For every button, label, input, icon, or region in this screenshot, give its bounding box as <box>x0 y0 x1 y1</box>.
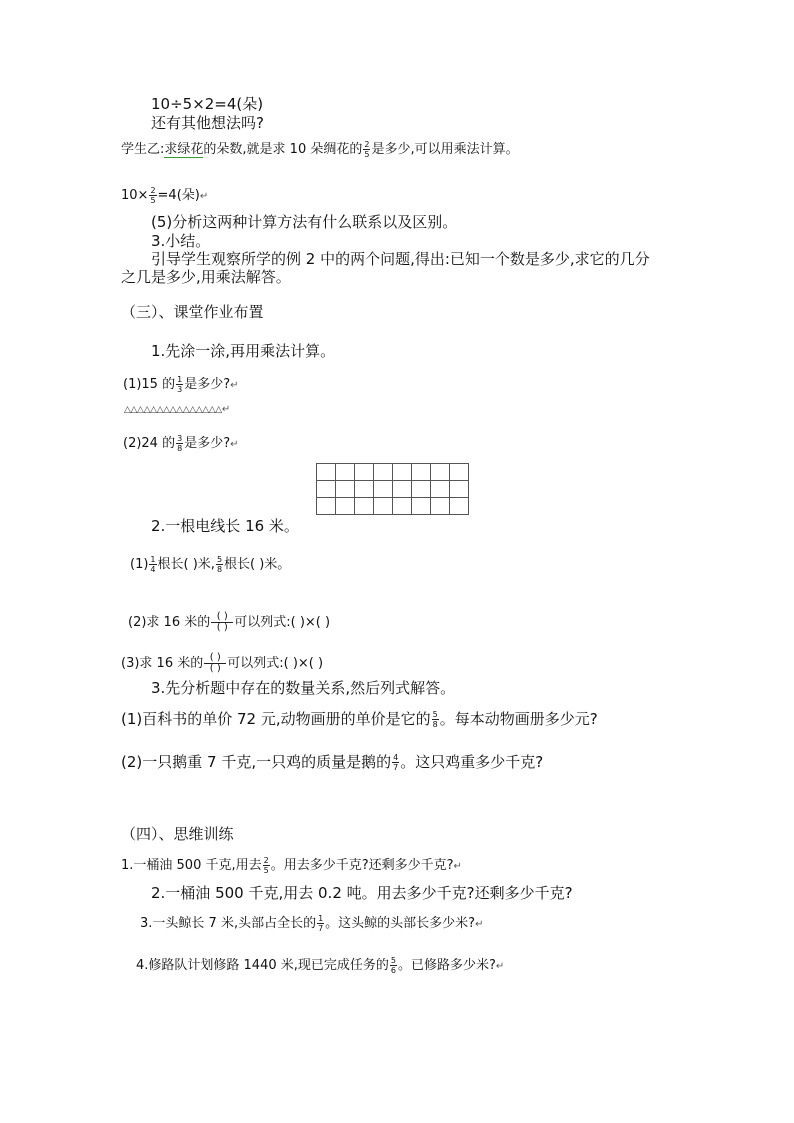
text: 3.一头鲸长 7 米,头部占全长的 <box>140 916 317 931</box>
student-b-label: 学生乙: <box>121 142 165 157</box>
training-4 <box>136 956 504 975</box>
denominator: 5 <box>263 866 269 875</box>
denominator: 5 <box>364 150 370 159</box>
exercise-1-1 <box>123 375 238 394</box>
denominator-blank[interactable]: ( ) <box>216 622 228 633</box>
text: 。用去多少千克?还剩多少千克? <box>270 858 454 873</box>
grid-cell[interactable] <box>336 464 355 481</box>
denominator: 6 <box>390 966 396 975</box>
grid-cell[interactable] <box>431 464 450 481</box>
numerator: 1 <box>150 555 156 564</box>
line-guide-1: 引导学生观察所学的例 2 中的两个问题,得出:已知一个数是多少,求它的几分 <box>151 250 650 268</box>
line-question-other-ideas: 还有其他想法吗? <box>151 114 264 132</box>
text: 4.修路队计划修路 1440 米,现已完成任务的 <box>136 958 389 973</box>
numerator-blank[interactable]: ( ) <box>204 653 226 664</box>
text: 。这头鲸的头部长多少米? <box>325 916 476 931</box>
text: 根长( )米。 <box>224 557 291 572</box>
return-mark: ↵ <box>221 404 230 415</box>
grid-cell[interactable] <box>450 464 469 481</box>
denominator: 8 <box>216 565 223 574</box>
numerator: 5 <box>216 555 223 564</box>
grid-cell[interactable] <box>393 464 412 481</box>
return-mark: ↵ <box>199 191 209 202</box>
text: (1)百科书的单价 72 元,动物画册的单价是它的 <box>121 710 431 728</box>
grid-cell[interactable] <box>355 481 374 498</box>
text: 是多少? <box>184 436 231 451</box>
text: 。这只鸡重多少千克? <box>400 753 544 771</box>
grid-cell[interactable] <box>317 464 336 481</box>
blank-fraction[interactable] <box>211 612 233 633</box>
grid-cell[interactable] <box>374 498 393 515</box>
text: 可以列式:( )×( ) <box>234 615 331 630</box>
return-mark: ↵ <box>495 961 505 972</box>
text: 的朵数,就是求 10 朵绸花的 <box>203 142 363 157</box>
fraction <box>263 856 270 875</box>
text: 根长( )米, <box>157 557 215 572</box>
grid-cell[interactable] <box>355 464 374 481</box>
training-3 <box>140 914 483 933</box>
fraction <box>317 914 324 933</box>
numerator: 1 <box>318 914 324 923</box>
text: (1)15 的 <box>123 377 176 392</box>
denominator: 5 <box>150 196 156 205</box>
triangles: △△△△△△△△△△△△△△△ <box>124 405 222 415</box>
text: (2)求 16 米的 <box>128 615 211 630</box>
grid-cell[interactable] <box>393 498 412 515</box>
fraction <box>390 956 397 975</box>
underlined-text: 求绿花 <box>164 142 204 157</box>
exercise-2-2 <box>128 612 330 633</box>
exercise-3-2 <box>121 753 543 772</box>
grid-cell[interactable] <box>431 481 450 498</box>
line-calc-2 <box>121 186 208 205</box>
line-summary: 3.小结。 <box>151 232 211 250</box>
denominator: 4 <box>150 565 156 574</box>
text: (1) <box>130 557 149 572</box>
fraction <box>176 434 183 453</box>
return-mark: ↵ <box>230 380 239 391</box>
numerator: 2 <box>263 856 269 865</box>
grid-row <box>317 481 469 498</box>
exercise-3-1 <box>121 710 598 729</box>
line-student-b <box>121 140 519 159</box>
section-heading-4: （四）、思维训练 <box>121 825 234 843</box>
training-2: 2.一桶油 500 千克,用去 0.2 吨。用去多少千克?还剩多少千克? <box>151 884 573 902</box>
denominator: 8 <box>177 444 183 453</box>
numerator: 2 <box>150 186 156 195</box>
blank-fraction[interactable] <box>204 653 226 674</box>
exercise-1-2 <box>123 434 238 453</box>
training-1 <box>121 856 462 875</box>
grid-cell[interactable] <box>412 498 431 515</box>
grid-row <box>317 464 469 481</box>
fraction <box>216 555 223 574</box>
numerator: 1 <box>177 375 183 384</box>
denominator: 8 <box>432 720 438 729</box>
grid-cell[interactable] <box>450 481 469 498</box>
grid-cell[interactable] <box>431 498 450 515</box>
text: (2)一只鹅重 7 千克,一只鸡的质量是鹅的 <box>121 753 392 771</box>
return-mark: ↵ <box>453 861 462 872</box>
text: (2)24 的 <box>123 436 176 451</box>
line-step-5: (5)分析这两种计算方法有什么联系以及区别。 <box>151 213 458 231</box>
numerator: 4 <box>393 753 399 762</box>
grid-row <box>317 498 469 515</box>
numerator: 2 <box>364 140 370 149</box>
grid-cell[interactable] <box>412 481 431 498</box>
text: 是多少? <box>184 377 231 392</box>
return-mark: ↵ <box>230 439 239 450</box>
fraction <box>149 555 156 574</box>
section-heading-3: （三）、课堂作业布置 <box>121 303 264 321</box>
exercise-2-3 <box>121 653 323 674</box>
fraction <box>176 375 183 394</box>
triangle-row <box>124 405 230 415</box>
fraction <box>432 710 439 729</box>
grid-cell[interactable] <box>336 498 355 515</box>
numerator: 5 <box>432 710 438 719</box>
grid-cell[interactable] <box>393 481 412 498</box>
grid-cell[interactable] <box>317 498 336 515</box>
exercise-3: 3.先分析题中存在的数量关系,然后列式解答。 <box>151 679 456 697</box>
fraction <box>392 753 399 772</box>
denominator-blank[interactable]: ( ) <box>209 663 221 674</box>
line-calc-1: 10÷5×2=4(朵) <box>151 95 264 113</box>
coloring-grid[interactable] <box>316 463 469 515</box>
text: 。已修路多少米? <box>397 958 496 973</box>
numerator: 3 <box>177 434 183 443</box>
numerator-blank[interactable]: ( ) <box>211 612 233 623</box>
denominator: 7 <box>318 924 324 933</box>
text: 1.一桶油 500 千克,用去 <box>121 858 262 873</box>
text: (3)求 16 米的 <box>121 656 204 671</box>
line-guide-2: 之几是多少,用乘法解答。 <box>121 268 291 286</box>
text: 10× <box>121 188 149 203</box>
text: 可以列式:( )×( ) <box>227 656 324 671</box>
exercise-2: 2.一根电线长 16 米。 <box>151 517 299 535</box>
denominator: 7 <box>393 763 399 772</box>
grid-cell[interactable] <box>450 498 469 515</box>
grid-cell[interactable] <box>374 481 393 498</box>
grid-cell[interactable] <box>317 481 336 498</box>
return-mark: ↵ <box>475 919 484 930</box>
text: 。每本动物画册多少元? <box>439 710 598 728</box>
fraction <box>149 186 156 205</box>
fraction <box>363 140 370 159</box>
numerator: 5 <box>390 956 396 965</box>
grid-cell[interactable] <box>355 498 374 515</box>
text: 是多少,可以用乘法计算。 <box>371 142 519 157</box>
exercise-1: 1.先涂一涂,再用乘法计算。 <box>151 342 336 360</box>
text: =4(朵) <box>157 188 200 203</box>
grid-cell[interactable] <box>412 464 431 481</box>
grid-cell[interactable] <box>336 481 355 498</box>
grid-cell[interactable] <box>374 464 393 481</box>
exercise-2-1 <box>130 555 290 574</box>
denominator: 3 <box>177 385 183 394</box>
